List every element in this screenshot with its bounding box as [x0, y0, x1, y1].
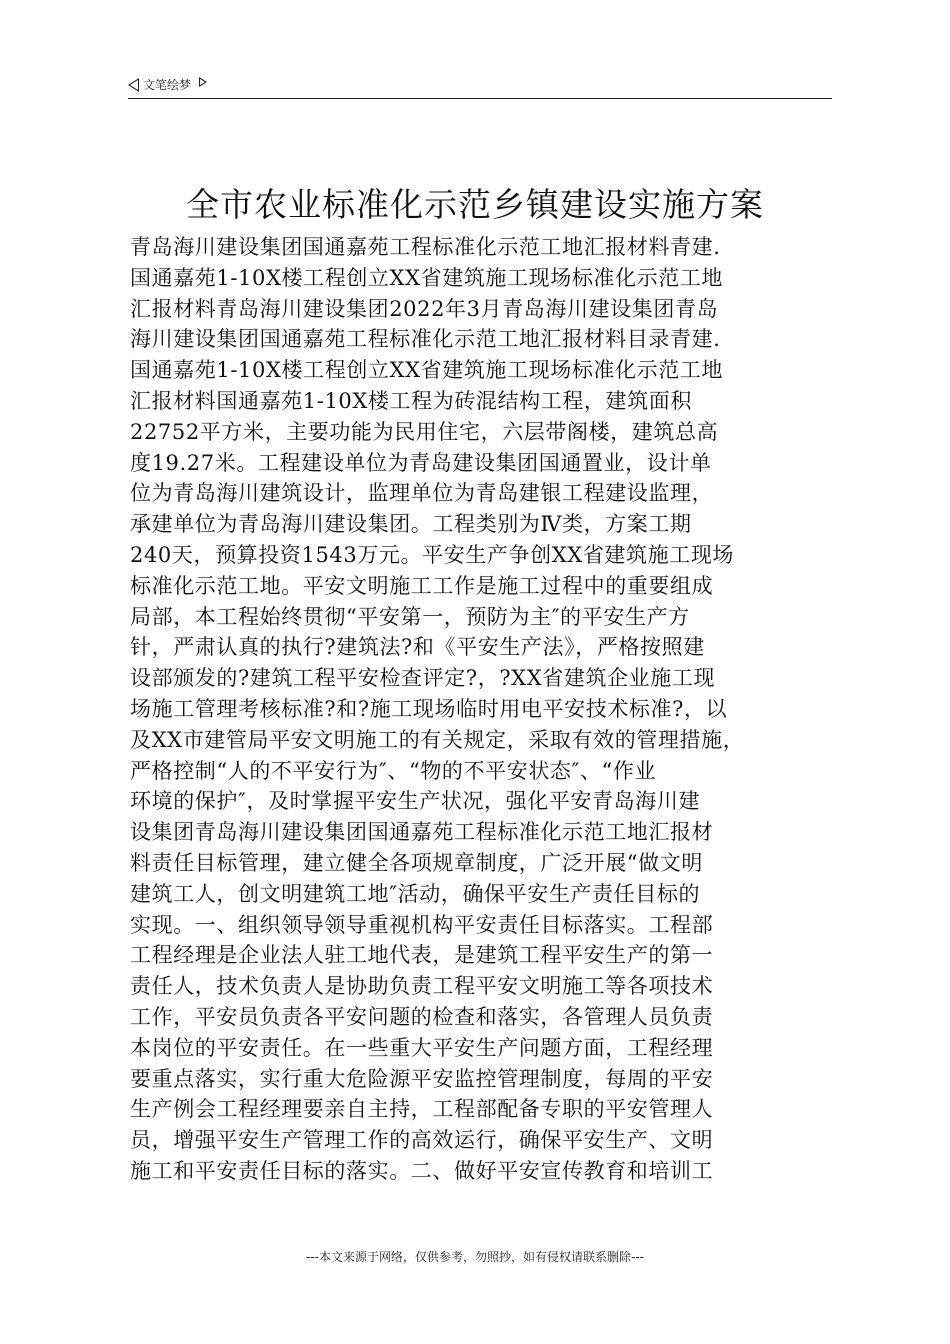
- source-disclaimer: ---本文来源于网络，仅供参考，勿照抄，如有侵权请联系删除---: [306, 1250, 644, 1264]
- triangle-left-outline-icon: [128, 78, 139, 92]
- header-brand: [128, 76, 207, 93]
- brand-label: 文笔绘梦: [143, 78, 192, 92]
- triangle-right-outline-icon: [199, 77, 207, 87]
- page-header: [128, 72, 832, 99]
- document-title: 全市农业标准化示范乡镇建设实施方案: [186, 185, 764, 224]
- document-body: 青岛海川建设集团国通嘉苑工程标准化示范工地汇报材料青建. 国通嘉苑1-10X楼工程创立XX省建筑施工现场标准化示范工地 汇报材料青岛海川建设集团2022年3月青岛海川建设集团青岛 海川建设集团国通嘉苑工程标准化示范工地汇报材料目录青建. 国通嘉苑1-10X楼工程创立XX省建筑施工现场标准化示范工地 汇报材料国通嘉苑1-10X楼工程为砖混结构工程，建筑面积 22752平方米，主要功能为民用住宅，六层带阁楼，建筑总高 度19.27米。工程建设单位为青岛建设集团国通置业，设计单 位为青岛海川建筑设计，监理单位为青岛建银工程建设监理， 承建单位为青岛海川建设集团。工程类别为Ⅳ类，方案工期 240天，预算投资1543万元。平安生产争创XX省建筑施工现场 标准化示范工地。平安文明施工工作是施工过程中的重要组成 局部，本工程始终贯彻“平安第一，预防为主″的平安生产方 针，严肃认真的执行?建筑法?和《平安生产法》，严格按照建 设部颁发的?建筑工程平安检查评定?，?XX省建筑企业施工现 场施工管理考核标准?和?施工现场临时用电平安技术标准?，以 及XX市建管局平安文明施工的有关规定，采取有效的管理措施， 严格控制“人的不平安行为″、“物的不平安状态″、“作业 环境的保护″，及时掌握平安生产状况，强化平安青岛海川建 设集团青岛海川建设集团国通嘉苑工程标准化示范工地汇报材 料责任目标管理，建立健全各项规章制度，广泛开展“做文明 建筑工人，创文明建筑工地″活动，确保平安生产责任目标的 实现。一、组织领导领导重视机构平安责任目标落实。工程部 工程经理是企业法人驻工地代表，是建筑工程平安生产的第一 责任人，技术负责人是协助负责工程平安文明施工等各项技术 工作，平安员负责各平安问题的检查和落实，各管理人员负责 本岗位的平安责任。在一些重大平安生产问题方面，工程经理 要重点落实，实行重大危险源平安监控管理制度，每周的平安 生产例会工程经理要亲自主持，工程部配备专职的平安管理人 员，增强平安生产管理工作的高效运行，确保平安生产、文明 施工和平安责任目标的落实。二、做好平安宣传教育和培训工: [130, 235, 745, 1183]
